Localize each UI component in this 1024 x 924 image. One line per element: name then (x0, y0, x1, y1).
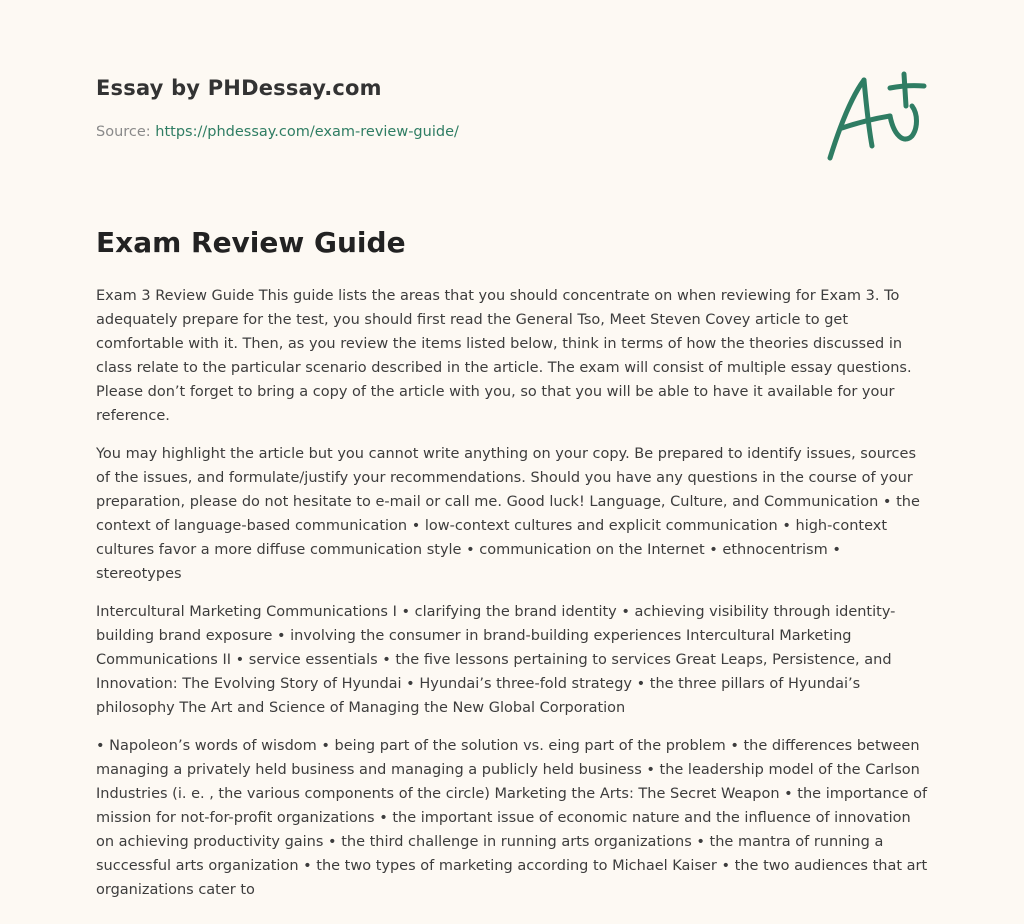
essay-body (96, 284, 930, 916)
essay-paragraph: • Napoleon’s words of wisdom • being part of the solution vs. eing part of the problem • the differences between managing a privately held business and managing a publicly held business • the leadership model of the Carlson Industries (i. e. , the various components of the circle) Marketing the Arts: The Secret Weapon • the importance of mission for not-for-profit organizations • the important issue of economic nature and the influence of innovation on achieving productivity gains • the third challenge in running arts organizations • the mantra of running a successful arts organization • the two types of marketing according to Michael Kaiser • the two audiences that art organizations cater to (96, 738, 928, 898)
essay-paragraph: Intercultural Marketing Communications I • clarifying the brand identity • achieving visibility through identity-building brand exposure • involving the consumer in brand-building experiences Intercultural Marketing Communications II • service essentials • the five lessons pertaining to services Great Leaps, Persistence, and Innovation: The Evolving Story of Hyundai • Hyundai’s three-fold strategy • the three pillars of Hyundai’s philosophy The Art and Science of Managing the New Global Corporation (96, 604, 896, 716)
source-link[interactable]: https://phdessay.com/exam-review-guide/ (155, 124, 459, 140)
site-title: Essay by PHDessay.com (96, 76, 382, 100)
essay-paragraph: You may highlight the article but you cannot write anything on your copy. Be prepared to identify issues, sources of the issues, and formulate/justify your recommendations. Should you have any questions in the course of your preparation, please do not hesitate to e-mail or call me. Good luck! Language, Culture, and Communication • the context of language-based communication • low-context cultures and explicit communication • high-context cultures favor a more diffuse communication style • communication on the Internet • ethnocentrism • stereotypes (96, 446, 920, 582)
essay-paragraph: Exam 3 Review Guide This guide lists the areas that you should concentrate on when reviewing for Exam 3. To adequately prepare for the test, you should first read the General Tso, Meet Steven Covey article to get comfortable with it. Then, as you review the items listed below, think in terms of how the theories discussed in class relate to the particular scenario described in the article. The exam will consist of multiple essay questions. Please don’t forget to bring a copy of the article with you, so that you will be able to have it available for your reference. (96, 288, 912, 424)
source-label: Source: (96, 124, 151, 140)
source-line (96, 124, 459, 140)
a-plus-logo-icon (820, 66, 930, 166)
essay-title: Exam Review Guide (96, 226, 406, 259)
